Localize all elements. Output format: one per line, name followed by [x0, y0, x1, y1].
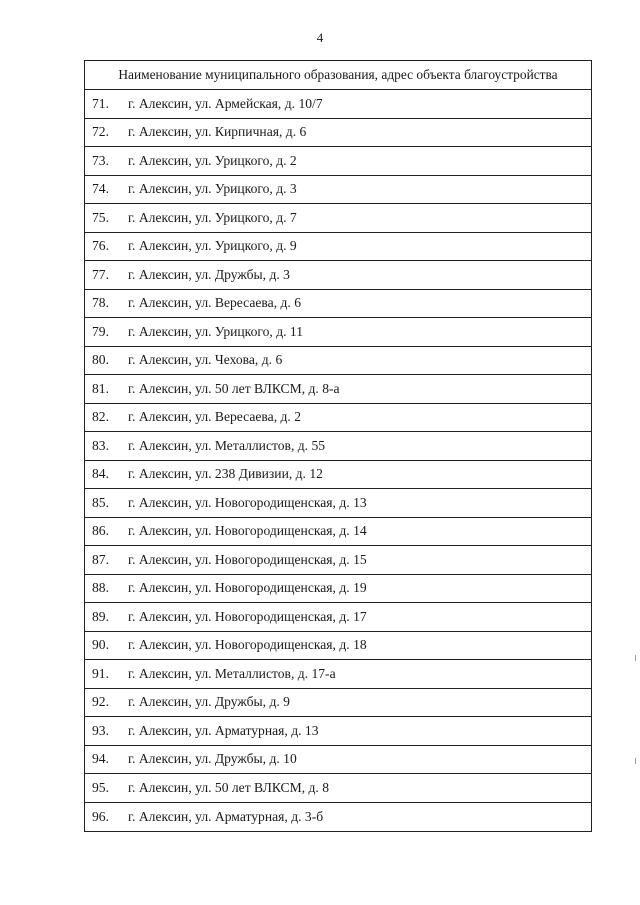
- table-row: [85, 233, 591, 262]
- row-address: г. Алексин, ул. Кирпичная, д. 6: [128, 124, 307, 140]
- row-number: 95.: [92, 779, 109, 795]
- row-number: 82.: [92, 409, 109, 425]
- row-address: г. Алексин, ул. Вересаева, д. 2: [128, 409, 302, 425]
- table-header: Наименование муниципального образования, адрес объекта благоустройства: [85, 61, 591, 90]
- row-address: г. Алексин, ул. Урицкого, д. 3: [128, 181, 297, 197]
- table-row: [85, 90, 591, 119]
- table-row: [85, 518, 591, 547]
- table-row: [85, 632, 591, 661]
- row-number: 72.: [92, 124, 109, 140]
- table-row: [85, 347, 591, 376]
- table-row: [85, 318, 591, 347]
- page-number: 4: [316, 30, 324, 45]
- table-body: [85, 90, 591, 831]
- row-address: г. Алексин, ул. Металлистов, д. 55: [128, 437, 326, 453]
- table-row: [85, 489, 591, 518]
- row-address: г. Алексин, ул. Армейская, д. 10/7: [128, 95, 323, 111]
- row-number: 74.: [92, 181, 109, 197]
- row-address: г. Алексин, ул. Урицкого, д. 9: [128, 238, 297, 254]
- row-number: 90.: [92, 637, 109, 653]
- row-address: г. Алексин, ул. Арматурная, д. 3-б: [128, 808, 324, 824]
- table-row: [85, 660, 591, 689]
- row-number: 79.: [92, 323, 109, 339]
- table-row: [85, 575, 591, 604]
- table-row: [85, 375, 591, 404]
- table-row: [85, 204, 591, 233]
- row-address: г. Алексин, ул. 50 лет ВЛКСМ, д. 8: [128, 779, 330, 795]
- row-number: 88.: [92, 580, 109, 596]
- table-row: [85, 803, 591, 832]
- row-number: 87.: [92, 551, 109, 567]
- table-row: [85, 717, 591, 746]
- row-number: 73.: [92, 152, 109, 168]
- table-row: [85, 404, 591, 433]
- table-row: [85, 290, 591, 319]
- row-number: 75.: [92, 209, 109, 225]
- table-row: [85, 689, 591, 718]
- row-address: г. Алексин, ул. Урицкого, д. 2: [128, 152, 297, 168]
- row-number: 80.: [92, 352, 109, 368]
- table-row: [85, 461, 591, 490]
- row-address: г. Алексин, ул. Новогородищенская, д. 18: [128, 637, 367, 653]
- table-row: [85, 603, 591, 632]
- table-row: [85, 147, 591, 176]
- row-number: 91.: [92, 665, 109, 681]
- row-number: 84.: [92, 466, 109, 482]
- row-address: г. Алексин, ул. 50 лет ВЛКСМ, д. 8-а: [128, 380, 340, 396]
- scan-mark: [635, 758, 636, 764]
- row-number: 85.: [92, 494, 109, 510]
- row-address: г. Алексин, ул. Урицкого, д. 11: [128, 323, 304, 339]
- table-row: [85, 119, 591, 148]
- row-address: г. Алексин, ул. Урицкого, д. 7: [128, 209, 297, 225]
- row-number: 81.: [92, 380, 109, 396]
- row-address: г. Алексин, ул. Новогородищенская, д. 19: [128, 580, 367, 596]
- scan-mark: [635, 655, 636, 661]
- row-number: 94.: [92, 751, 109, 767]
- row-address: г. Алексин, ул. Арматурная, д. 13: [128, 722, 319, 738]
- row-address: г. Алексин, ул. 238 Дивизии, д. 12: [128, 466, 323, 482]
- row-number: 89.: [92, 608, 109, 624]
- row-number: 96.: [92, 808, 109, 824]
- table-row: [85, 261, 591, 290]
- row-number: 76.: [92, 238, 109, 254]
- table-row: [85, 176, 591, 205]
- row-number: 78.: [92, 295, 109, 311]
- row-number: 93.: [92, 722, 109, 738]
- row-address: г. Алексин, ул. Новогородищенская, д. 15: [128, 551, 367, 567]
- row-address: г. Алексин, ул. Дружбы, д. 3: [128, 266, 290, 282]
- row-number: 92.: [92, 694, 109, 710]
- table-row: [85, 746, 591, 775]
- table-row: [85, 774, 591, 803]
- row-address: г. Алексин, ул. Дружбы, д. 9: [128, 694, 290, 710]
- table-row: [85, 432, 591, 461]
- row-address: г. Алексин, ул. Дружбы, д. 10: [128, 751, 297, 767]
- row-number: 86.: [92, 523, 109, 539]
- row-number: 83.: [92, 437, 109, 453]
- row-address: г. Алексин, ул. Чехова, д. 6: [128, 352, 283, 368]
- row-number: 77.: [92, 266, 109, 282]
- row-number: 71.: [92, 95, 109, 111]
- table-row: [85, 546, 591, 575]
- address-table: [84, 60, 592, 832]
- row-address: г. Алексин, ул. Новогородищенская, д. 17: [128, 608, 367, 624]
- row-address: г. Алексин, ул. Вересаева, д. 6: [128, 295, 302, 311]
- row-address: г. Алексин, ул. Новогородищенская, д. 13: [128, 494, 367, 510]
- row-address: г. Алексин, ул. Новогородищенская, д. 14: [128, 523, 367, 539]
- row-address: г. Алексин, ул. Металлистов, д. 17-а: [128, 665, 336, 681]
